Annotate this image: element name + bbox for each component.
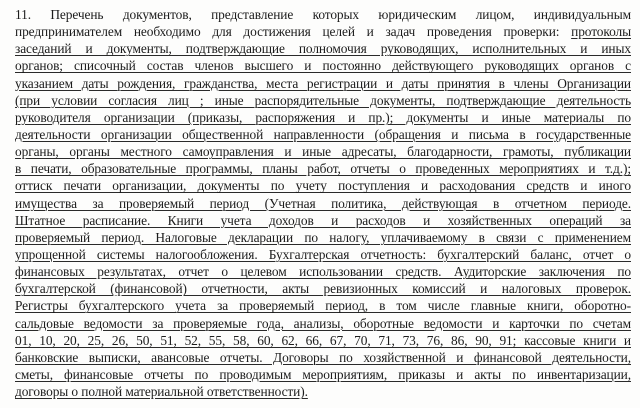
line-text-underlined: 01, 10, 20, 25, 26, 50, 51, 52, 55, 58, 60, 62, 66, 67, 70, 71, 73, 76, 86, 90, 91; кассовые книги и bbox=[15, 332, 631, 348]
line-text-underlined: оттиск печати организации, документы по учету поступления и расходования средств и иного bbox=[15, 178, 631, 194]
line-text-underlined: сметы, финансовые отчеты по проводимым мероприятиям, приказы и акты по инвентаризации, bbox=[15, 366, 631, 382]
text-line-4 bbox=[15, 57, 631, 74]
text-line-1 bbox=[15, 6, 631, 23]
text-line-13 bbox=[15, 212, 631, 229]
text-line-16 bbox=[15, 263, 631, 280]
text-line-7 bbox=[15, 109, 631, 126]
line-text-underlined: имущества за проверяемый период (Учетная политика, действующая в отчетном периоде. bbox=[15, 195, 631, 211]
text-line-6 bbox=[15, 92, 631, 109]
line-text-underlined: протоколы bbox=[571, 24, 631, 40]
text-line-3 bbox=[15, 40, 631, 57]
text-line-17 bbox=[15, 280, 631, 297]
text-line-9 bbox=[15, 143, 631, 160]
line-text-underlined: деятельности организации общественной направленности (обращения и письма в государственные bbox=[15, 126, 631, 142]
line-text-underlined: договоры о полной материальной ответственности). bbox=[15, 384, 308, 400]
text-line-10 bbox=[15, 160, 631, 177]
line-text-underlined: (при условии согласия лиц ; иные распорядительные документы, подтверждающие деятельность bbox=[15, 92, 631, 108]
line-text: предпринимателем необходимо для достижения целей и задач проведения проверки: bbox=[15, 24, 572, 40]
line-text-underlined: бухгалтерской (финансовой) отчетности, акты ревизионных комиссий и налоговых проверок. bbox=[15, 281, 631, 297]
line-text-underlined: органы, органы местного самоуправления и иные адресаты, благодарности, грамоты, публикации bbox=[15, 144, 631, 160]
text-line-14 bbox=[15, 229, 631, 246]
text-line-20 bbox=[15, 332, 631, 349]
line-text-underlined: банковские выписки, авансовые отчеты. Договоры по хозяйственной и финансовой деятельности, bbox=[15, 349, 631, 365]
line-text-underlined: проверяемый период. Налоговые декларации по налогу, уплачиваемому в связи с применением bbox=[15, 229, 631, 245]
line-text: 11. Перечень документов, представление которых юридическим лицом, индивидуальным bbox=[15, 7, 631, 22]
text-line-5 bbox=[15, 75, 631, 92]
text-line-22 bbox=[15, 366, 631, 383]
text-line-2 bbox=[15, 23, 631, 40]
line-text-underlined: заседаний и документы, подтверждающие полномочия руководящих, исполнительных и иных bbox=[15, 41, 631, 57]
line-text-underlined: Регистры бухгалтерского учета за проверяемый период, в том числе главные книги, оборотно- bbox=[15, 298, 631, 314]
line-text-underlined: указанием даты рождения, гражданства, места регистрации и даты принятия в члены Организации bbox=[15, 75, 631, 91]
line-text-underlined: в печати, образовательные программы, планы работ, отчеты о проведенных мероприятиях и т.д.); bbox=[15, 161, 631, 177]
line-text-underlined: органов; списочный состав членов высшего и постоянно действующего руководящих органов с bbox=[15, 58, 631, 74]
line-text-underlined: Штатное расписание. Книги учета доходов и расходов и хозяйственных операций за bbox=[15, 212, 631, 228]
text-line-8 bbox=[15, 126, 631, 143]
line-text-underlined: руководителя организации (приказы, распоряжения и пр.); документы и иные материалы по bbox=[15, 109, 631, 125]
line-text-underlined: упрощенной системы налогообложения. Бухгалтерская отчетность: бухгалтерский баланс, отчет о bbox=[15, 246, 631, 262]
text-line-21 bbox=[15, 349, 631, 366]
line-text-underlined: финансовых результатах, отчет о целевом использовании средств. Аудиторские заключения по bbox=[15, 264, 631, 280]
text-line-18 bbox=[15, 297, 631, 314]
text-line-12 bbox=[15, 195, 631, 212]
document-paragraph-11 bbox=[15, 6, 631, 400]
text-line-19 bbox=[15, 315, 631, 332]
text-line-11 bbox=[15, 177, 631, 194]
text-line-15 bbox=[15, 246, 631, 263]
text-line-23 bbox=[15, 383, 631, 400]
line-text-underlined: сальдовые ведомости за проверяемые года, анализы, оборотные ведомости и карточки по счетам bbox=[15, 315, 631, 331]
